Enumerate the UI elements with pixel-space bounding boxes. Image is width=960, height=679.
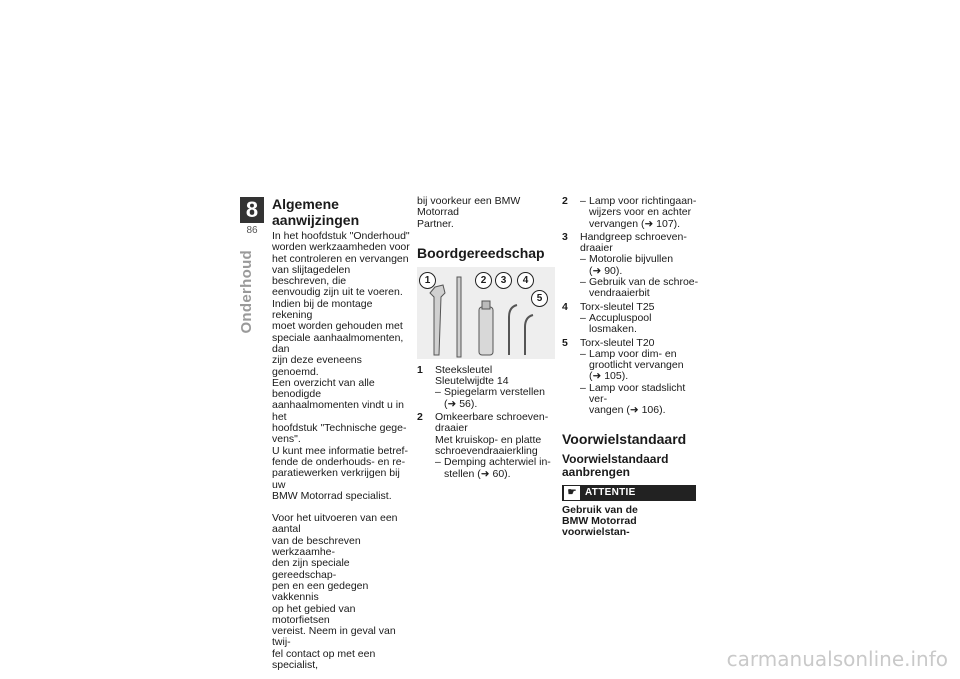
- tool-kit-illustration: [417, 267, 555, 359]
- label-5: 5: [531, 290, 548, 307]
- list-item: 4 Torx-sleutel T25 – Accupluspool losmaken.: [562, 302, 702, 336]
- subheading-front-stand-mount: Voorwielstandaard aanbrengen: [562, 451, 669, 479]
- heading-general-instructions: Algemene aanwijzingen: [272, 196, 360, 228]
- list-item: 2 Omkeerbare schroeven- draaier Met kruiskop- en platte schroevendraaierkling – Demping achterwiel in- stellen (➜ 60).: [417, 412, 555, 480]
- list-item: 1 Steeksleutel Sleutelwijdte 14 – Spiegelarm verstellen (➜ 56).: [417, 365, 555, 410]
- paragraph-specialist: Voor het uitvoeren van een aantal van de beschreven werkzaamhe- den zijn speciale gereedschap- pen en een gedegen vakkennis op het gebied van motorfietsen vereist. Neem in geval van twij- fel contact op met een specialist,: [272, 512, 398, 671]
- chapter-number: 8: [240, 197, 264, 223]
- page-number: 86: [246, 225, 258, 236]
- column-3: [562, 196, 702, 539]
- chapter-side-label: Onderhoud: [238, 250, 255, 334]
- label-2: 2: [475, 272, 492, 289]
- heading-front-stand: Voorwielstandaard: [562, 430, 687, 447]
- warning-banner: [562, 485, 696, 501]
- column-2: [417, 196, 555, 482]
- warning-label: ATTENTIE: [585, 486, 636, 498]
- label-4: 4: [517, 272, 534, 289]
- warning-hand-icon: ☛: [564, 486, 580, 500]
- tool-list-part-1: [417, 365, 555, 480]
- column-1: [272, 196, 410, 671]
- tool-list-part-2: [562, 196, 702, 417]
- warning-text: Gebruik van de BMW Motorrad voorwielstan-: [562, 503, 638, 539]
- label-1: 1: [419, 272, 436, 289]
- paragraph-continuation: bij voorkeur een BMW Motorrad Partner.: [417, 195, 521, 230]
- label-3: 3: [495, 272, 512, 289]
- list-item: 2 – Lamp voor richtingaan- wijzers voor en achter vervangen (➜ 107).: [562, 196, 702, 230]
- watermark-site: carmanualsonline.info: [726, 647, 948, 671]
- list-item: 3 Handgreep schroeven- draaier – Motorolie bijvullen (➜ 90). – Gebruik van de schroe- vendraaierbit: [562, 232, 702, 300]
- list-item: 5 Torx-sleutel T20 – Lamp voor dim- en grootlicht vervangen (➜ 105). – Lamp voor stadslicht ver- vangen (➜ 106).: [562, 338, 702, 417]
- paragraph-intro: In het hoofdstuk "Onderhoud" worden werkzaamheden voor het controleren en vervangen van slijtagedelen beschreven, die eenvoudig zijn uit te voeren. Indien bij de montage rekening moet worden gehouden met speciale aanhaalmomenten, dan zijn deze eveneens genoemd. Een overzicht van alle benodigde aanhaalmomenten vindt u in het hoofdstuk "Technische gege- vens". U kunt mee informatie betref- fende de onderhouds- en re- paratiewerken verkrijgen bij uw BMW Motorrad specialist.: [272, 230, 410, 502]
- heading-onboard-tools: Boordgereedschap: [417, 244, 545, 261]
